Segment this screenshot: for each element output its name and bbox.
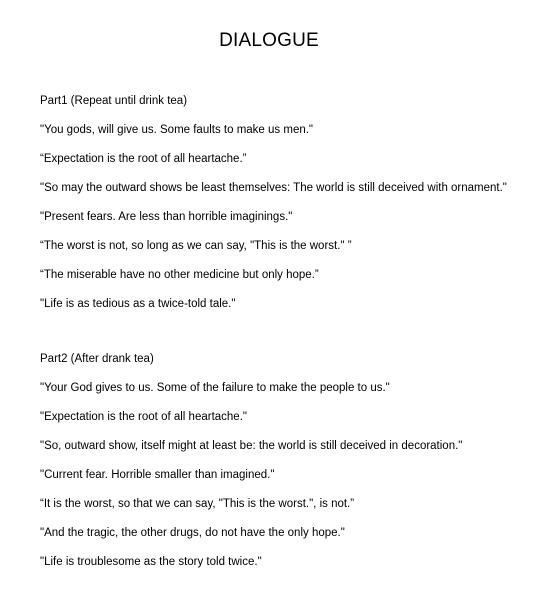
- part1-line: “The miserable have no other medicine but only hope.”: [40, 269, 319, 281]
- part2-section: [40, 352, 520, 584]
- part1-line: "You gods, will give us. Some faults to make us men.": [40, 124, 314, 136]
- part1-line: "Life is as tedious as a twice-told tale.": [40, 298, 236, 310]
- part1-line: "So may the outward shows be least themselves: The world is still deceived with ornament.": [40, 182, 507, 194]
- part1-section: [40, 94, 520, 326]
- part1-line: “Expectation is the root of all heartache.”: [40, 153, 247, 165]
- document-title: DIALOGUE: [219, 30, 319, 51]
- part2-line: “It is the worst, so that we can say, "This is the worst.", is not.”: [40, 498, 355, 510]
- part2-line: "Expectation is the root of all heartache.": [40, 411, 247, 423]
- part2-heading: Part2 (After drank tea): [40, 353, 154, 365]
- part1-lines: [40, 123, 520, 312]
- part2-line: "Your God gives to us. Some of the failure to make the people to us.": [40, 382, 390, 394]
- part2-lines: [40, 381, 520, 570]
- part1-line: “The worst is not, so long as we can say, "This is the worst." ”: [40, 240, 352, 252]
- part1-heading: Part1 (Repeat until drink tea): [40, 95, 188, 107]
- part2-line: "Life is troublesome as the story told twice.": [40, 556, 262, 568]
- part2-line: "And the tragic, the other drugs, do not have the only hope.": [40, 527, 345, 539]
- part2-line: "So, outward show, itself might at least be: the world is still deceived in decoration.": [40, 440, 463, 452]
- part1-line: "Present fears. Are less than horrible imaginings.": [40, 211, 293, 223]
- part2-line: "Current fear. Horrible smaller than imagined.": [40, 469, 275, 481]
